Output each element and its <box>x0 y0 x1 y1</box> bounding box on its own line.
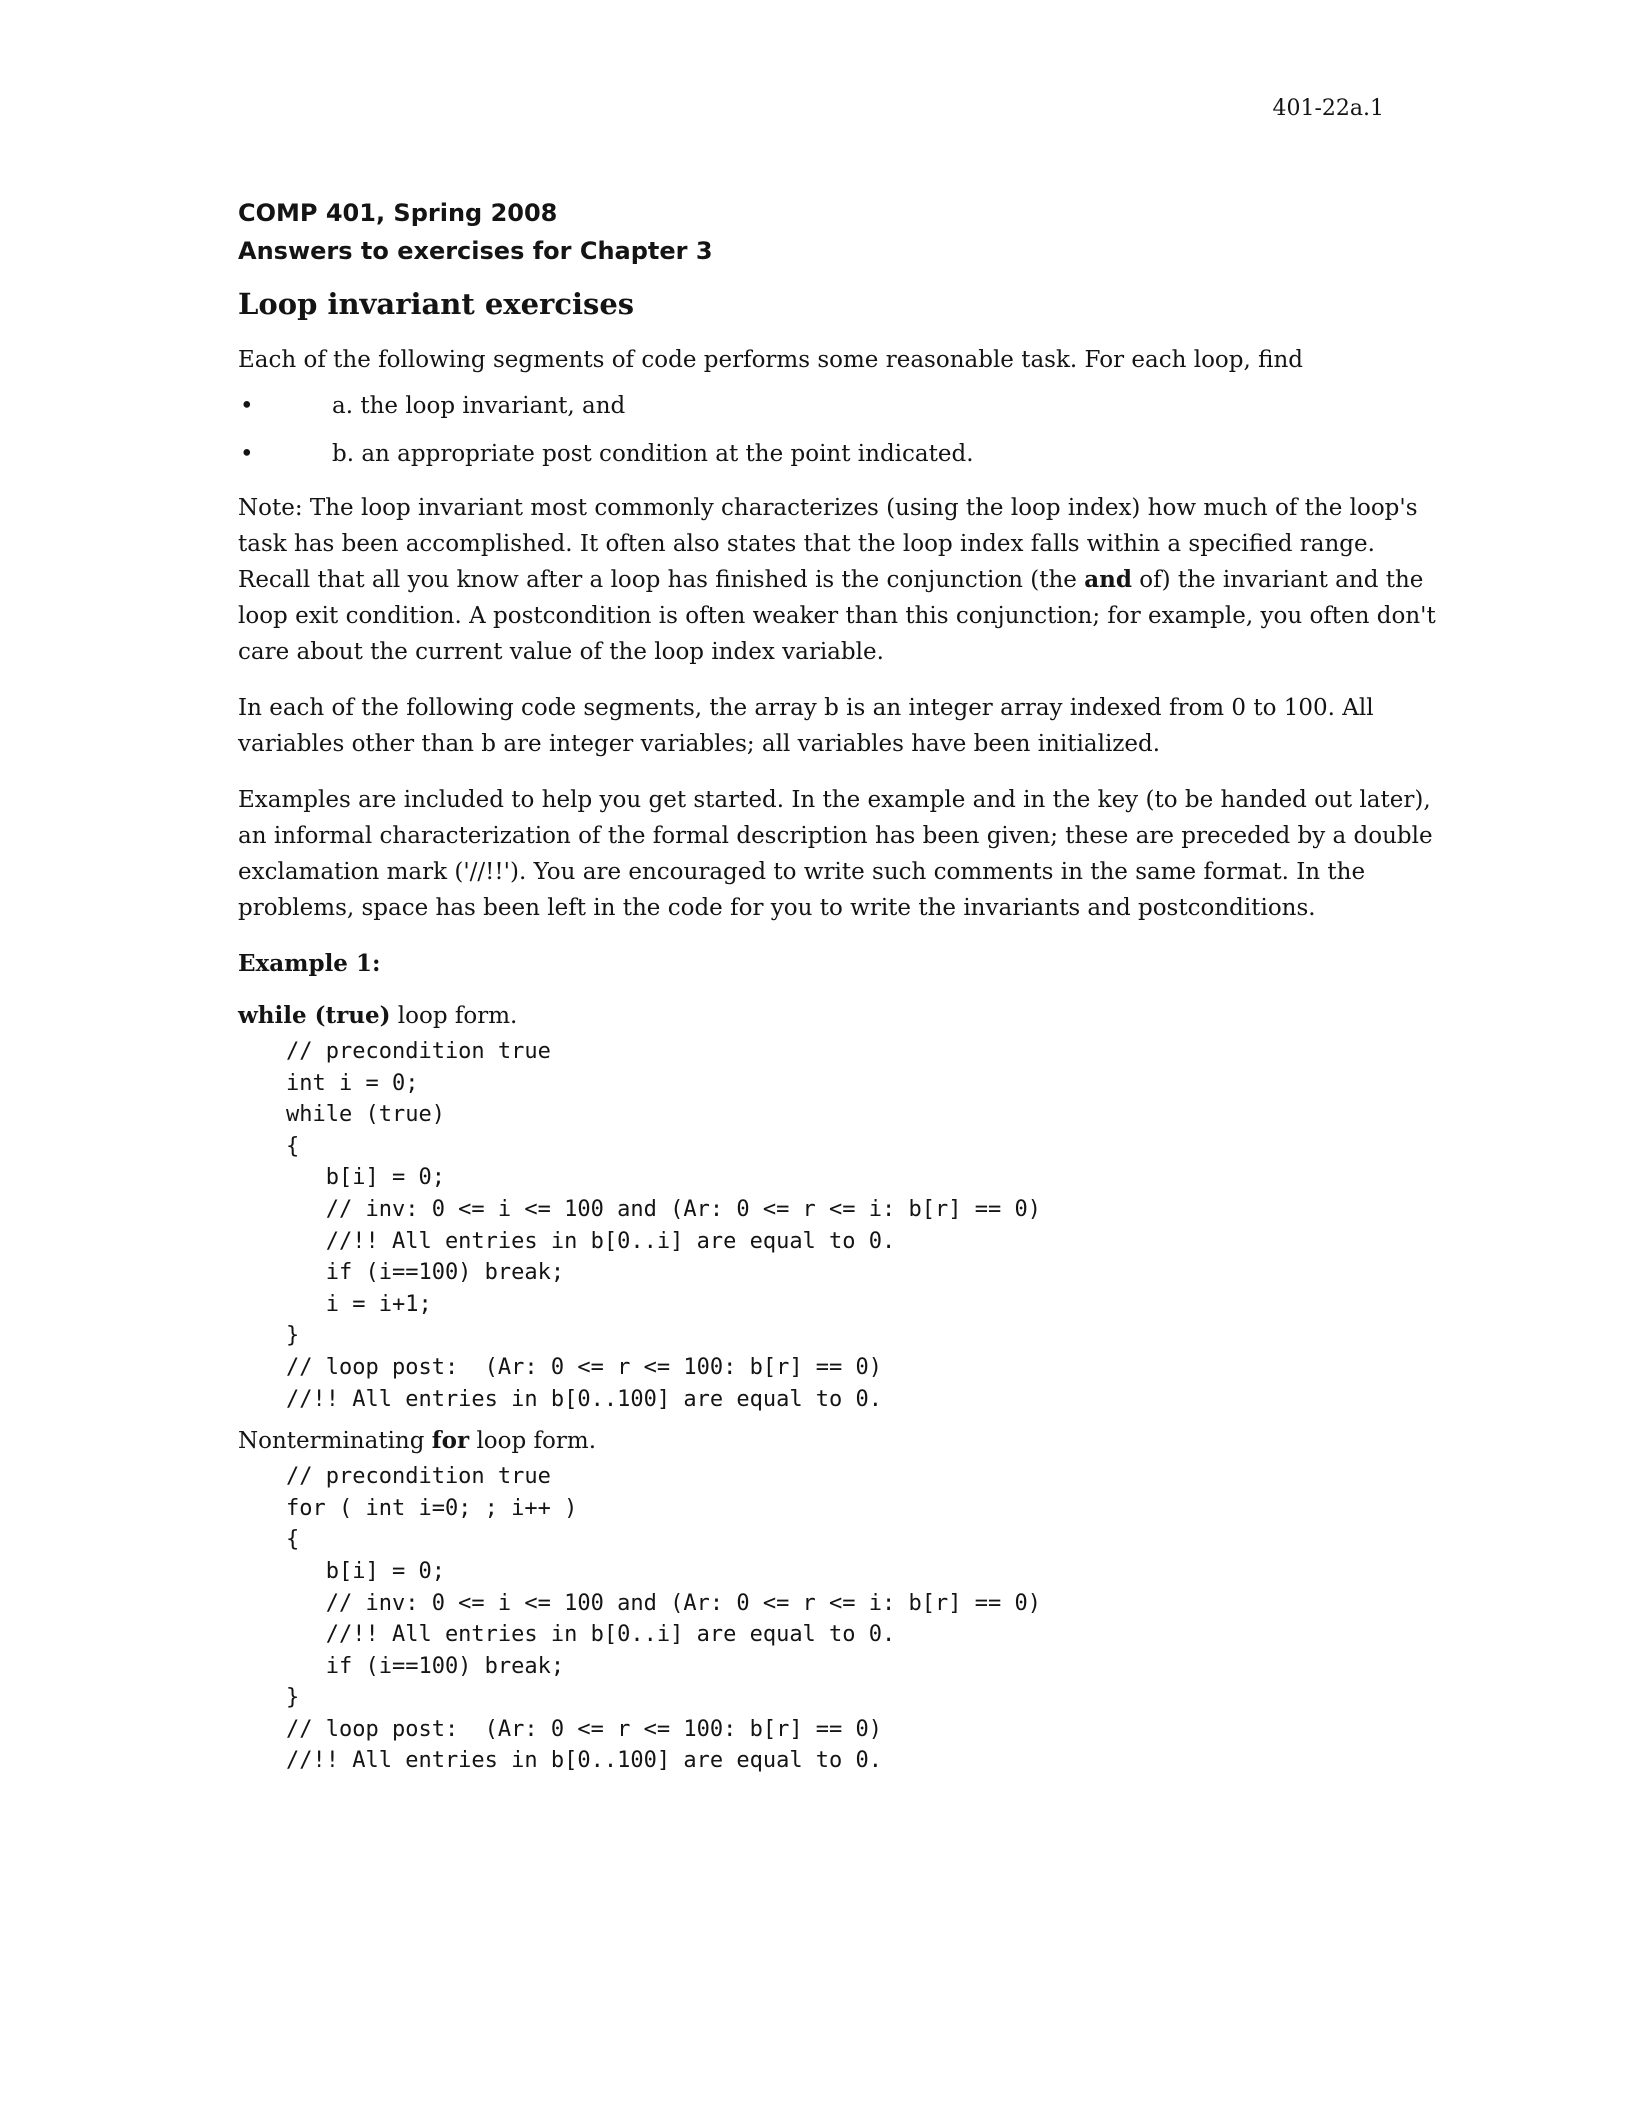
for-loop-code: // precondition true for ( int i=0; ; i++ ) { b[i] = 0; // inv: 0 <= i <= 100 and (Ar: 0 <= r <= i: b[r] == 0) //!! All entries in b[0..i] are equal to 0. if (i==100) break; } // loop post: (Ar: 0 <= r <= 100: b[r] == 0) //!! All entries in b[0..100] are equal to 0. <box>286 1464 1041 1774</box>
for-form-prefix: Nonterminating <box>238 1428 432 1455</box>
for-form-heading <box>238 1423 1438 1459</box>
task-item-text: a. the loop invariant, and <box>332 393 626 419</box>
document-subtitle: Answers to exercises for Chapter 3 <box>238 237 713 265</box>
bullet-icon: • <box>240 393 254 419</box>
task-list <box>238 382 1438 478</box>
while-loop-code: // precondition true int i = 0; while (true) { b[i] = 0; // inv: 0 <= i <= 100 and (Ar: 0 <= r <= i: b[r] == 0) //!! All entries in b[0..i] are equal to 0. if (i==100) break; i = i+1; } // loop post: (Ar: 0 <= r <= 100: b[r] == 0) //!! All entries in b[0..100] are equal to 0. <box>286 1039 1041 1412</box>
note-bold-and: and <box>1084 566 1132 593</box>
arrays-paragraph: In each of the following code segments, the array b is an integer array indexed from 0 to 100. All variables other than b are integer variables; all variables have been initialized. <box>238 695 1374 757</box>
section-title: Loop invariant exercises <box>238 287 635 321</box>
note-text-start: Note: The loop invariant most commonly characterizes (using the loop index) how much of the loop's task has been accomplished. It often also states that the loop index falls within a specified range. Recall that all you know after a loop has finished is the conjunction (the <box>238 495 1418 593</box>
for-form-label: loop form. <box>469 1428 597 1455</box>
example-heading: Example 1: <box>238 950 381 977</box>
for-keyword: for <box>431 1427 470 1455</box>
list-item <box>238 430 1438 478</box>
note-paragraph <box>238 490 1438 670</box>
course-title: COMP 401, Spring 2008 <box>238 199 558 227</box>
task-item-text: b. an appropriate post condition at the point indicated. <box>332 441 974 467</box>
while-form-heading <box>238 998 1438 1034</box>
list-item <box>238 382 1438 430</box>
note-text-end: of) the invariant and the loop exit condition. A postcondition is often weaker than this conjunction; for example, you often don't care about the current value of the loop index variable. <box>238 567 1436 665</box>
bullet-icon: • <box>240 441 254 467</box>
while-form-label: loop form. <box>390 1003 518 1029</box>
while-keyword: while (true) <box>238 1002 391 1029</box>
examples-paragraph: Examples are included to help you get started. In the example and in the key (to be handed out later), an informal characterization of the formal description has been given; these are preceded by a double exclamation mark ('//!!'). You are encouraged to write such comments in the same format. In the problems, space has been left in the code for you to write the invariants and postconditions. <box>238 787 1433 921</box>
intro-paragraph: Each of the following segments of code performs some reasonable task. For each loop, find <box>238 347 1303 373</box>
page-number: 401-22a.1 <box>1272 96 1384 121</box>
document-body <box>238 194 1438 1785</box>
